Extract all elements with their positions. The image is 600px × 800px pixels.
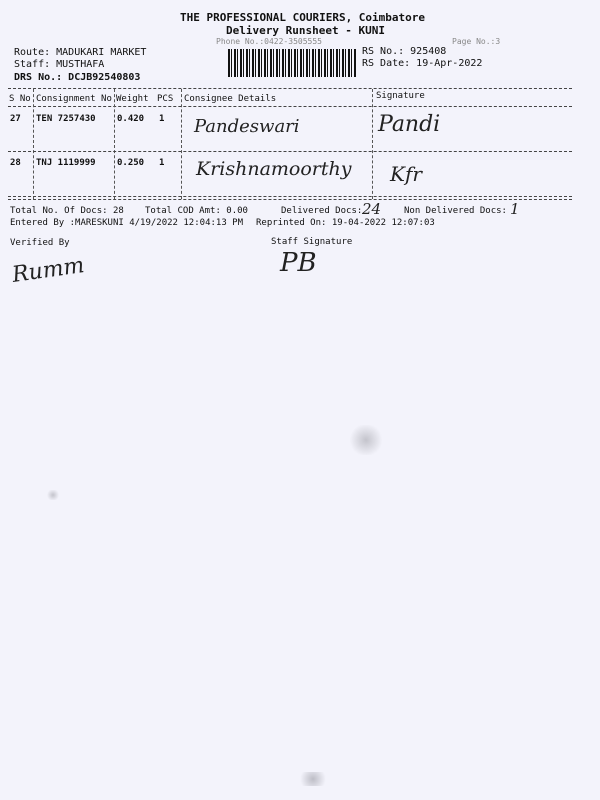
barcode: [228, 49, 356, 77]
col-consignee: Consignee Details: [184, 94, 277, 104]
col-divider: [372, 89, 373, 199]
row-rule: [8, 151, 572, 152]
non-delivered-label: Non Delivered Docs:: [404, 206, 507, 216]
table-top-rule: [8, 88, 572, 89]
verified-by-label: Verified By: [10, 238, 70, 248]
rs-number: RS No.: 925408: [362, 46, 447, 57]
company-name: THE PROFESSIONAL COURIERS, Coimbatore: [180, 11, 426, 24]
handwritten-consignee: Krishnamoorthy: [196, 158, 352, 180]
col-sno: S No: [9, 94, 31, 104]
delivered-label: Delivered Docs:: [281, 206, 363, 216]
row-weight: 0.250: [117, 158, 145, 168]
row-sno: 27: [10, 114, 21, 124]
header-rule: [8, 106, 572, 107]
runsheet-title: Delivery Runsheet - KUNI: [226, 24, 385, 37]
handwritten-signature: Pandi: [378, 112, 441, 137]
verifier-signature: Rumm: [10, 253, 86, 288]
reprinted-on: Reprinted On: 19-04-2022 12:07:03: [256, 218, 435, 228]
route-label: Route: MADUKARI MARKET: [14, 47, 147, 58]
col-divider: [33, 89, 34, 199]
col-signature: Signature: [376, 91, 425, 101]
table-bottom-rule-double: [8, 199, 572, 200]
total-docs: Total No. Of Docs: 28: [10, 206, 124, 216]
col-divider: [181, 89, 182, 199]
non-delivered-count: 1: [510, 200, 520, 218]
row-consignment: TNJ 1119999: [36, 158, 96, 168]
scan-smudge: [296, 772, 330, 786]
delivered-count: 24: [362, 200, 382, 218]
table-bottom-rule: [8, 196, 572, 197]
row-pcs: 1: [159, 158, 165, 168]
col-weight: Weight: [116, 94, 149, 104]
scan-smudge: [348, 425, 384, 455]
handwritten-consignee: Pandeswari: [194, 116, 300, 137]
row-pcs: 1: [159, 114, 165, 124]
staff-label: Staff: MUSTHAFA: [14, 59, 105, 70]
col-divider: [114, 89, 115, 199]
scan-smudge: [46, 490, 60, 500]
handwritten-signature: Kfr: [390, 162, 422, 186]
cod-amount: Total COD Amt: 0.00: [145, 206, 248, 216]
row-weight: 0.420: [117, 114, 145, 124]
col-consignment: Consignment No: [36, 94, 112, 104]
entered-by: Entered By :MARESKUNI 4/19/2022 12:04:13 PM: [10, 218, 243, 228]
staff-signature-label: Staff Signature: [271, 237, 353, 247]
page-number: Page No.:3: [452, 37, 501, 46]
staff-signature-scrawl: PB: [280, 248, 317, 278]
drs-number: DRS No.: DCJB92540803: [14, 72, 141, 83]
row-sno: 28: [10, 158, 21, 168]
phone-number: Phone No.:0422-3505555: [216, 37, 322, 46]
row-consignment: TEN 7257430: [36, 114, 96, 124]
rs-date: RS Date: 19-Apr-2022: [362, 58, 483, 69]
col-pcs: PCS: [157, 94, 174, 104]
